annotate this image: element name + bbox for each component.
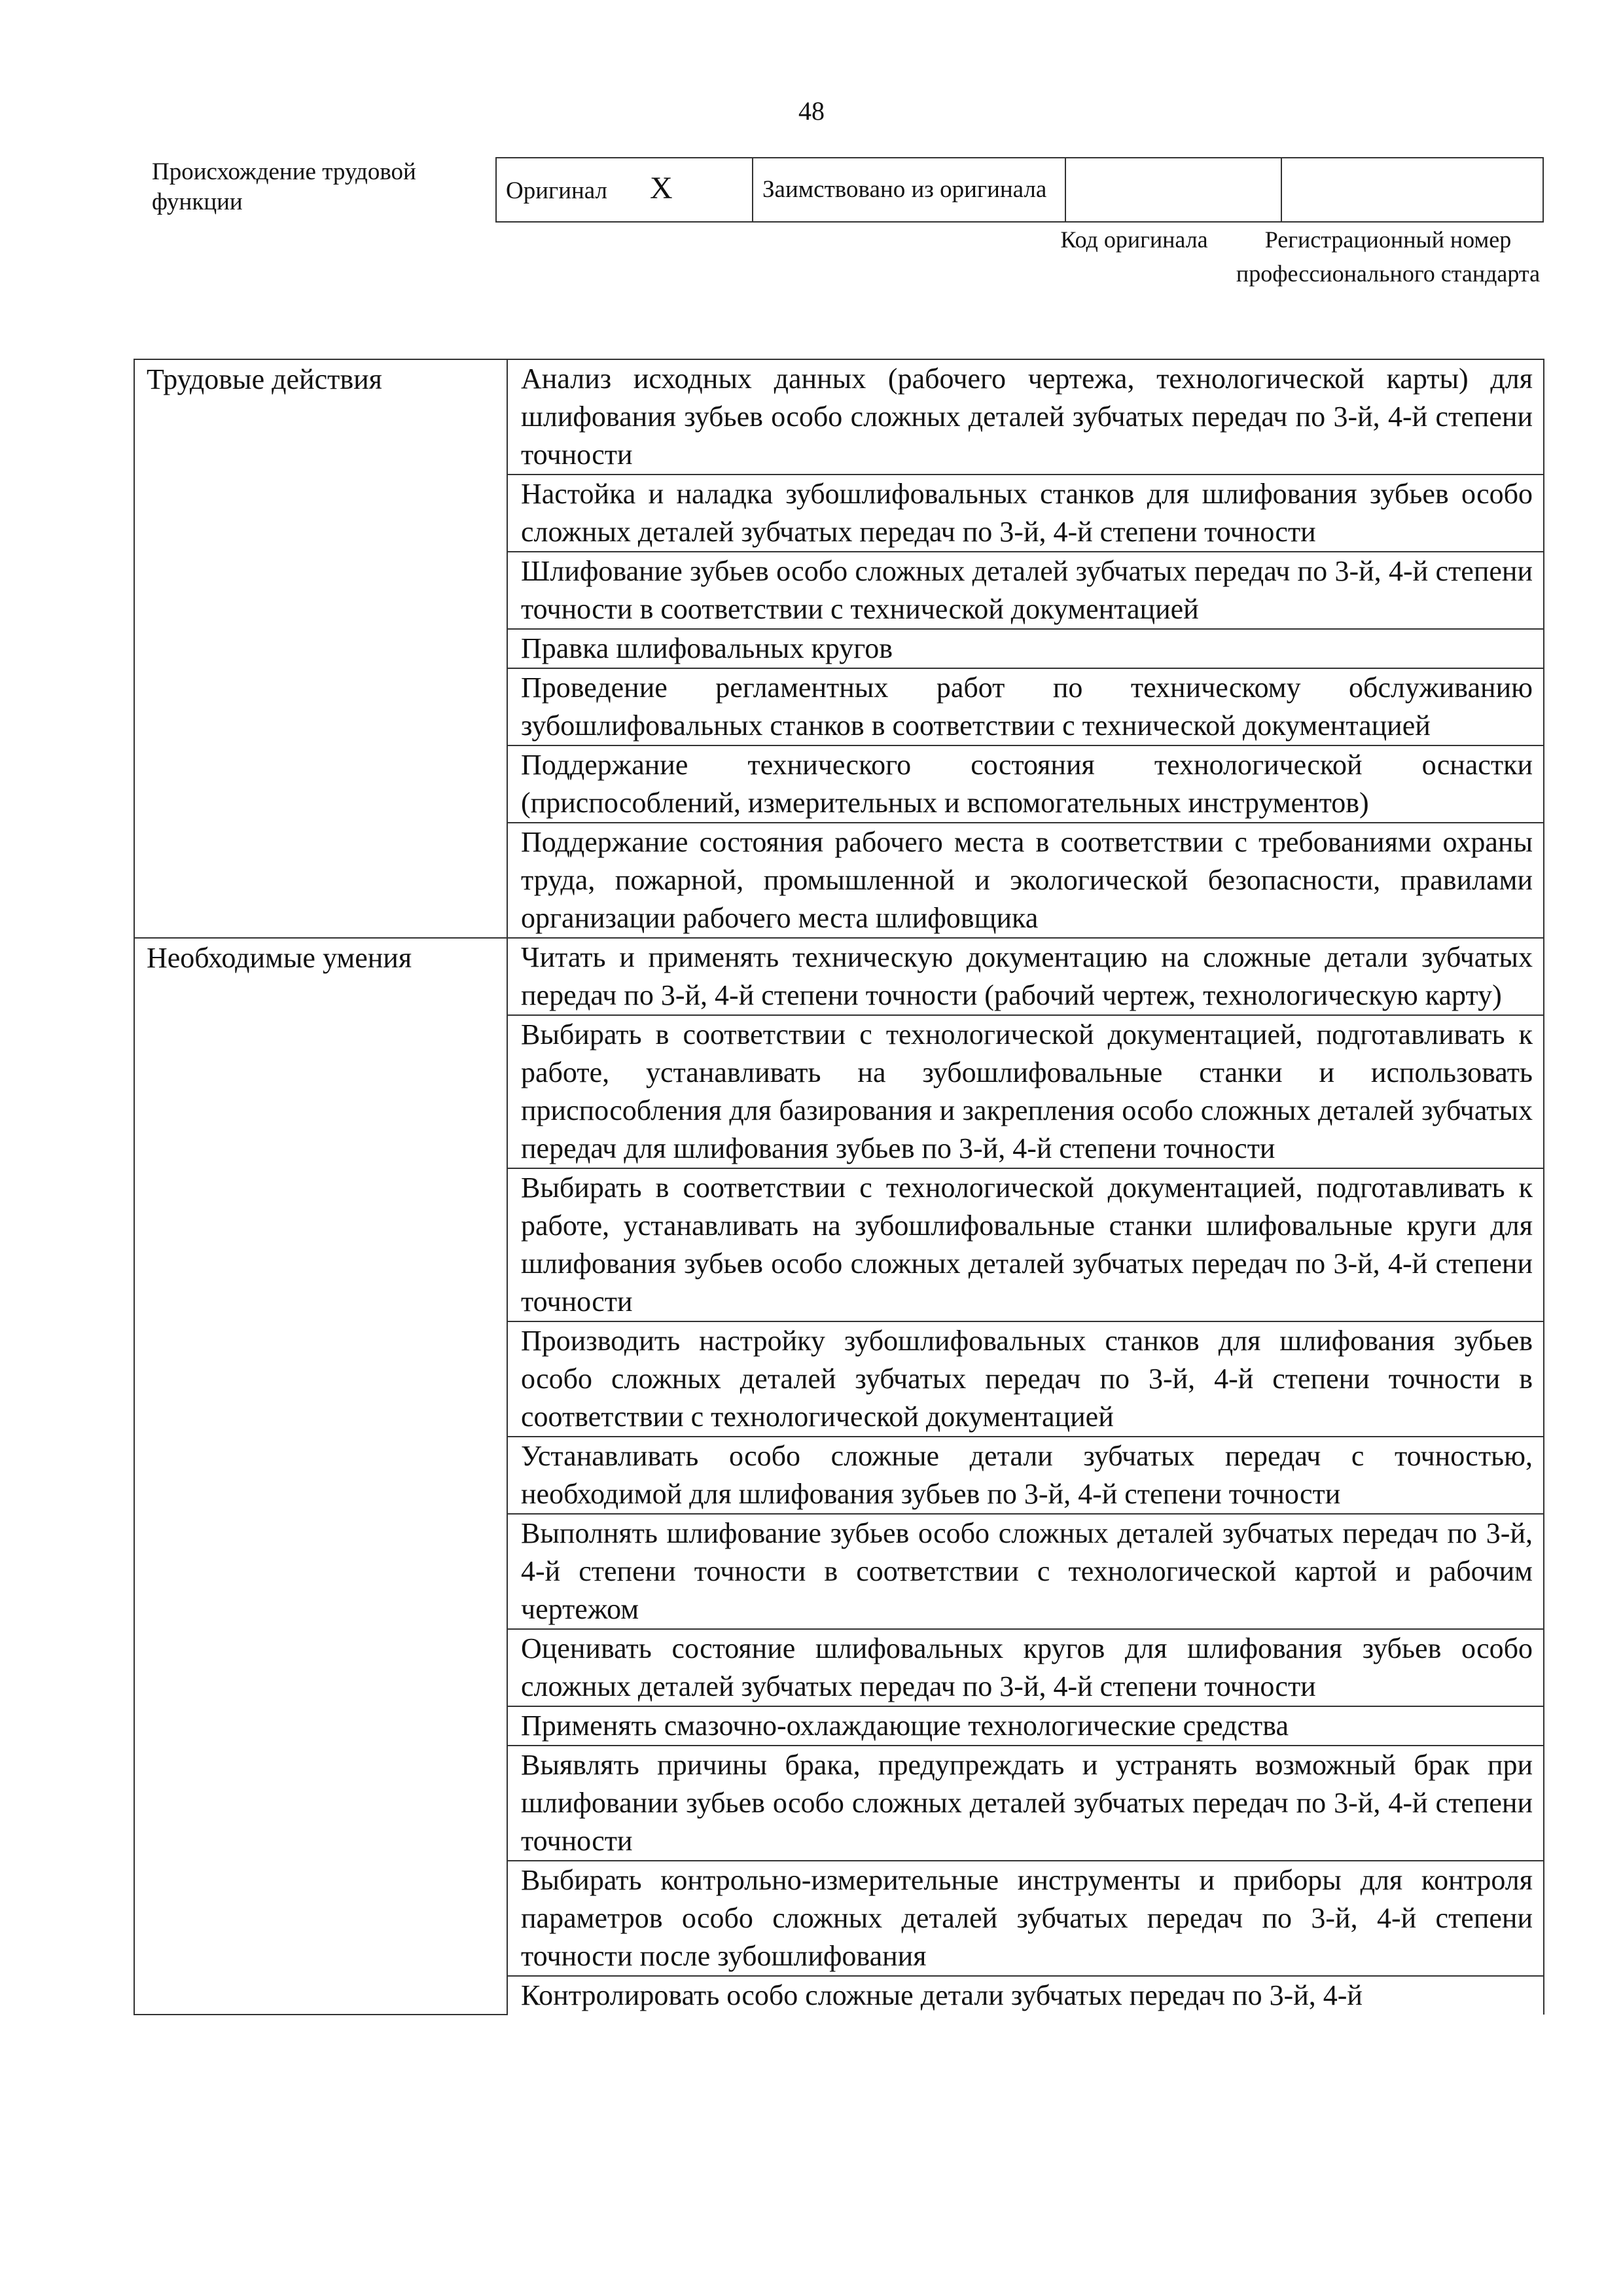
table-cell: Анализ исходных данных (рабочего чертежа, технологической карты) для шлифования зубьев особо сложных деталей зубчатых передач по 3-й, 4-й степени точности: [507, 359, 1544, 475]
table-cell: Поддержание состояния рабочего места в соответствии с требованиями охраны труда, пожарной, промышленной и экологической безопасности, правилами организации рабочего места шлифовщика: [507, 823, 1544, 938]
table-cell: Выбирать контрольно-измерительные инструменты и приборы для контроля параметров особо сложных деталей зубчатых передач по 3-й, 4-й степени точности после зубошлифования: [507, 1861, 1544, 1976]
main-table: [134, 359, 1544, 2015]
table-cell: Производить настройку зубошлифовальных станков для шлифования зубьев особо сложных деталей зубчатых передач по 3-й, 4-й степени точности в соответствии с технологической документацией: [507, 1321, 1544, 1437]
original-label: Оригинал: [506, 177, 608, 204]
table-cell: Контролировать особо сложные детали зубчатых передач по 3-й, 4-й: [507, 1976, 1544, 2015]
reg-number-cell: [1281, 158, 1543, 222]
table-cell: Выбирать в соответствии с технологической документацией, подготавливать к работе, устанавливать на зубошлифовальные станки и использовать приспособления для базирования и закрепления особо сложных деталей зубчатых передач для шлифования зубьев по 3-й, 4-й степени точности: [507, 1015, 1544, 1168]
code-cell: [1065, 158, 1281, 222]
code-caption: Код оригинала: [1060, 226, 1208, 253]
table-cell: Поддержание технического состояния технологической оснастки (приспособлений, измерительных и вспомогательных инструментов): [507, 745, 1544, 823]
table-cell: Проведение регламентных работ по техническому обслуживанию зубошлифовальных станков в соответствии с технической документацией: [507, 668, 1544, 745]
table-cell: Настойка и наладка зубошлифовальных станков для шлифования зубьев особо сложных деталей зубчатых передач по 3-й, 4-й степени точности: [507, 475, 1544, 552]
table-row: [134, 359, 1544, 475]
table-cell: Применять смазочно-охлаждающие технологические средства: [507, 1706, 1544, 1746]
table-cell: Оценивать состояние шлифовальных кругов для шлифования зубьев особо сложных деталей зубчатых передач по 3-й, 4-й степени точности: [507, 1629, 1544, 1706]
table-cell: Выбирать в соответствии с технологической документацией, подготавливать к работе, устанавливать на зубошлифовальные станки шлифовальные круги для шлифования зубьев особо сложных деталей зубчатых передач по 3-й, 4-й степени точности: [507, 1168, 1544, 1321]
table-cell: Выявлять причины брака, предупреждать и устранять возможный брак при шлифовании зубьев особо сложных деталей зубчатых передач по 3-й, 4-й степени точности: [507, 1746, 1544, 1861]
section-label: Необходимые умения: [134, 938, 507, 2015]
origin-label: Происхождение трудовой функции: [152, 158, 416, 215]
borrowed-label: Заимствовано из оригинала: [762, 176, 1047, 203]
table-row: [134, 938, 1544, 1015]
section-label: Трудовые действия: [134, 359, 507, 938]
table-cell: Устанавливать особо сложные детали зубчатых передач с точностью, необходимой для шлифования зубьев по 3-й, 4-й степени точности: [507, 1437, 1544, 1514]
table-cell: Правка шлифовальных кругов: [507, 629, 1544, 668]
table-cell: Шлифование зубьев особо сложных деталей зубчатых передач по 3-й, 4-й степени точности в соответствии с технической документацией: [507, 552, 1544, 629]
borrowed-cell: [753, 158, 1065, 222]
reg-caption: Регистрационный номер профессионального стандарта: [1236, 226, 1541, 287]
original-cell: [496, 158, 753, 222]
origin-table: [495, 157, 1544, 223]
page-number: 48: [798, 96, 825, 126]
table-cell: Выполнять шлифование зубьев особо сложных деталей зубчатых передач по 3-й, 4-й степени точности в соответствии с технологической картой и рабочим чертежом: [507, 1514, 1544, 1629]
original-mark: X: [650, 171, 673, 206]
table-cell: Читать и применять техническую документацию на сложные детали зубчатых передач по 3-й, 4-й степени точности (рабочий чертеж, технологическую карту): [507, 938, 1544, 1015]
